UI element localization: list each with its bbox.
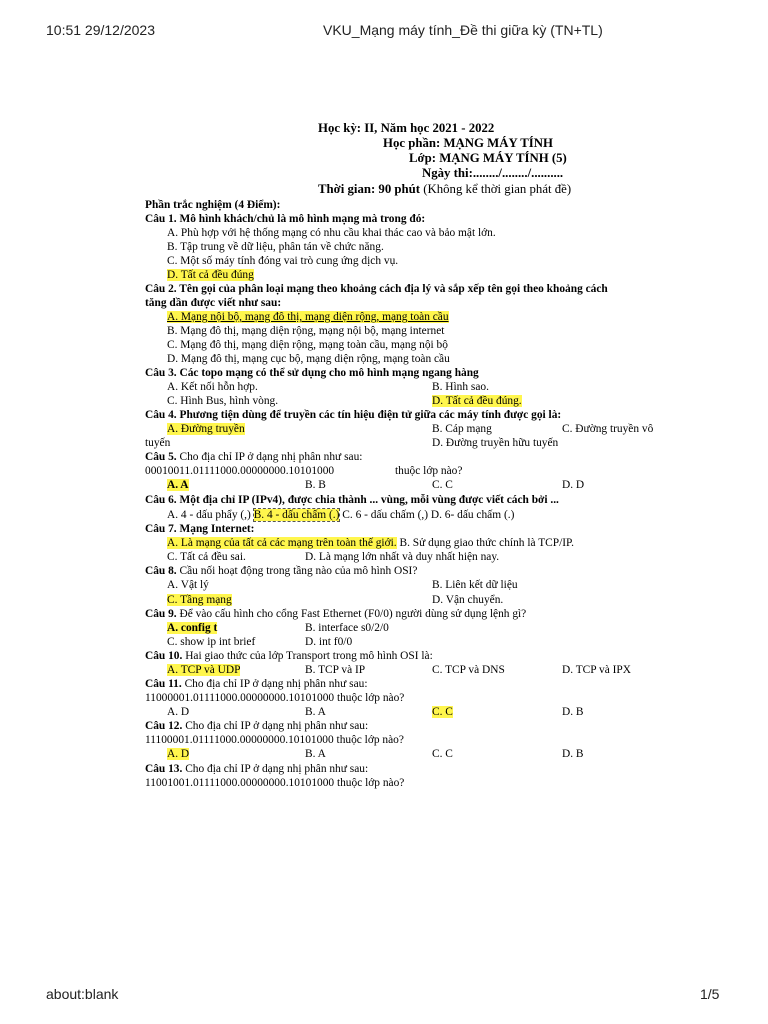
q7-option-c: C. Tất cả đều sai. bbox=[167, 551, 246, 563]
q6-option-d: D. 6- dấu chấm (.) bbox=[430, 509, 515, 521]
question-2-line-1: Câu 2. Tên gọi của phân loại mạng theo khoảng cách địa lý và sắp xếp tên gọi theo khoảng cách bbox=[145, 283, 608, 295]
duration-text: Thời gian: 90 phút bbox=[318, 182, 421, 196]
course-line: Học phần: MẠNG MÁY TÍNH bbox=[383, 136, 553, 150]
question-13-text: Cho địa chỉ IP ở dạng nhị phân như sau: bbox=[182, 763, 369, 775]
q1-option-c: C. Một số máy tính đóng vai trò cung ứng dịch vụ. bbox=[167, 255, 399, 267]
question-13-label: Câu 13. bbox=[145, 763, 183, 775]
q2-option-c: C. Mạng đô thị, mạng diện rộng, mạng toàn cầu, mạng nội bộ bbox=[167, 339, 448, 351]
class-line: Lớp: MẠNG MÁY TÍNH (5) bbox=[409, 151, 567, 165]
q9-option-a bbox=[167, 621, 217, 635]
q7-answer-highlight: A. Là mạng của tất cả các mạng trên toàn thế giới. bbox=[167, 537, 397, 549]
question-8-text: Cầu nối hoạt động trong tầng nào của mô hình OSI? bbox=[176, 565, 418, 577]
q13-ip: 11001001.01111000.00000000.10101000 thuộc lớp nào? bbox=[145, 777, 405, 789]
q3-option-c: C. Hình Bus, hình vòng. bbox=[167, 395, 279, 407]
q5-option-d: D. D bbox=[562, 479, 585, 491]
question-11-label: Câu 11. bbox=[145, 678, 182, 690]
q10-option-b: B. TCP và IP bbox=[305, 664, 366, 676]
duration-note: (Không kể thời gian phát đề) bbox=[423, 182, 572, 196]
question-9-label: Câu 9. bbox=[145, 608, 177, 620]
q12-answer-highlight: A. D bbox=[167, 748, 190, 760]
print-page-number: 1/5 bbox=[700, 986, 720, 1002]
q5-text: Cho địa chỉ IP ở dạng nhị phân như sau: bbox=[176, 451, 363, 463]
q1-option-a: A. Phù hợp với hệ thống mạng có nhu cầu khai thác cao và bảo mật lớn. bbox=[167, 227, 496, 239]
question-12-label: Câu 12. bbox=[145, 720, 183, 732]
question-11-text: Cho địa chỉ IP ở dạng nhị phân như sau: bbox=[181, 678, 368, 690]
q9-answer-highlight: A. config t bbox=[167, 622, 218, 634]
q9-option-b: B. interface s0/2/0 bbox=[305, 622, 389, 634]
q7-option-d: D. Là mạng lớn nhất và duy nhất hiện nay. bbox=[305, 551, 500, 563]
q8-option-b: B. Liên kết dữ liệu bbox=[432, 579, 518, 591]
q11-option-d: D. B bbox=[562, 706, 584, 718]
q6-options bbox=[167, 508, 514, 522]
q2-option-b: B. Mạng đô thị, mạng diện rộng, mạng nội bộ, mạng internet bbox=[167, 325, 445, 337]
question-11 bbox=[145, 677, 368, 691]
q12-option-b: B. A bbox=[305, 748, 326, 760]
q8-option-c bbox=[167, 593, 232, 607]
q4-option-b: B. Cáp mạng bbox=[432, 423, 492, 435]
question-12-text: Cho địa chỉ IP ở dạng nhị phân như sau: bbox=[182, 720, 369, 732]
question-9-text: Để vào cấu hình cho cổng Fast Ethernet (F0/0) người dùng sử dụng lệnh gì? bbox=[176, 608, 527, 620]
question-6: Câu 6. Một địa chỉ IP (IPv4), được chia thành ... vùng, mỗi vùng được viết cách bởi ... bbox=[145, 494, 559, 506]
question-5 bbox=[145, 450, 362, 464]
q9-option-d: D. int f0/0 bbox=[305, 636, 353, 648]
q11-option-a: A. D bbox=[167, 706, 190, 718]
q3-option-a: A. Kết nối hỗn hợp. bbox=[167, 381, 258, 393]
q5-ip: 00010011.01111000.00000000.10101000 bbox=[145, 465, 335, 477]
q5-option-c: C. C bbox=[432, 479, 453, 491]
q4-option-c-wrap: tuyến bbox=[145, 437, 171, 449]
q4-option-d: D. Đường truyền hữu tuyến bbox=[432, 437, 559, 449]
q8-option-d: D. Vận chuyển. bbox=[432, 594, 504, 606]
question-12 bbox=[145, 719, 368, 733]
q7-option-b: B. Sử dụng giao thức chính là TCP/IP. bbox=[399, 537, 574, 549]
q11-option-c bbox=[432, 705, 453, 719]
q4-option-a bbox=[167, 422, 245, 436]
print-title: VKU_Mạng máy tính_Đề thi giữa kỳ (TN+TL) bbox=[323, 22, 603, 38]
q1-option-d bbox=[167, 268, 254, 282]
semester-line: Học kỳ: II, Năm học 2021 - 2022 bbox=[318, 121, 495, 135]
print-datetime: 10:51 29/12/2023 bbox=[46, 22, 155, 38]
q12-option-a bbox=[167, 747, 189, 761]
q3-option-b: B. Hình sao. bbox=[432, 381, 489, 393]
q5-option-a bbox=[167, 478, 189, 492]
q10-option-a bbox=[167, 663, 240, 677]
q10-option-c: C. TCP và DNS bbox=[432, 664, 505, 676]
q3-option-d bbox=[432, 394, 522, 408]
q5-option-b: B. B bbox=[305, 479, 326, 491]
q11-answer-highlight: C. C bbox=[432, 706, 453, 718]
question-10-text: Hai giao thức của lớp Transport trong mô hình OSI là: bbox=[182, 650, 433, 662]
q6-answer-highlight: B. 4 - dấu chấm (.) bbox=[253, 509, 340, 521]
question-3: Câu 3. Các topo mạng có thể sử dụng cho mô hình mạng ngang hàng bbox=[145, 367, 479, 379]
q3-answer-highlight: D. Tất cả đều đúng. bbox=[432, 395, 522, 407]
question-13 bbox=[145, 762, 368, 776]
q5-answer-highlight: A. A bbox=[167, 479, 189, 491]
q10-answer-highlight: A. TCP và UDP bbox=[167, 664, 241, 676]
q1-option-b: B. Tập trung về dữ liệu, phân tán về chức năng. bbox=[167, 241, 384, 253]
q12-ip: 11100001.01111000.00000000.10101000 thuộc lớp nào? bbox=[145, 734, 404, 746]
q8-option-a: A. Vật lý bbox=[167, 579, 209, 591]
q5-tail: thuộc lớp nào? bbox=[395, 465, 463, 477]
q6-option-c: C. 6 - dấu chấm (,) bbox=[342, 509, 429, 521]
q4-option-c: C. Đường truyền vô bbox=[562, 423, 654, 435]
duration-line bbox=[318, 182, 571, 196]
q2-answer-highlight: A. Mạng nội bộ, mạng đô thị, mạng diện rộng, mạng toàn cầu bbox=[167, 311, 449, 323]
q8-answer-highlight: C. Tầng mạng bbox=[167, 594, 232, 606]
question-8 bbox=[145, 564, 417, 578]
question-9 bbox=[145, 607, 526, 621]
exam-date-line: Ngày thi:......../......../.......... bbox=[422, 166, 564, 180]
question-7: Câu 7. Mạng Internet: bbox=[145, 523, 255, 535]
q7-option-a-b bbox=[167, 536, 574, 550]
q12-option-c: C. C bbox=[432, 748, 453, 760]
q6-option-a: A. 4 - dấu phẩy (,) bbox=[167, 509, 251, 521]
q2-option-a bbox=[167, 310, 449, 324]
q4-answer-highlight: A. Đường truyền bbox=[167, 423, 245, 435]
q10-option-d: D. TCP và IPX bbox=[562, 664, 631, 676]
section-title: Phần trắc nghiệm (4 Điểm): bbox=[145, 199, 281, 211]
q11-ip: 11000001.01111000.00000000.10101000 thuộc lớp nào? bbox=[145, 692, 405, 704]
print-url: about:blank bbox=[46, 986, 119, 1002]
question-4: Câu 4. Phương tiện dùng để truyền các tín hiệu điện tử giữa các máy tính được gọi là: bbox=[145, 409, 562, 421]
question-1: Câu 1. Mô hình khách/chủ là mô hình mạng mà trong đó: bbox=[145, 213, 426, 225]
q2-option-d: D. Mạng đô thị, mạng cục bộ, mạng diện rộng, mạng toàn cầu bbox=[167, 353, 450, 365]
q11-option-b: B. A bbox=[305, 706, 326, 718]
q9-option-c: C. show ip int brief bbox=[167, 636, 256, 648]
question-2-line-2: tăng dần được viết như sau: bbox=[145, 297, 282, 309]
q5-label: Câu 5. bbox=[145, 451, 177, 463]
q1-answer-highlight: D. Tất cả đều đúng bbox=[167, 269, 254, 281]
question-8-label: Câu 8. bbox=[145, 565, 177, 577]
question-10 bbox=[145, 649, 433, 663]
q12-option-d: D. B bbox=[562, 748, 584, 760]
question-10-label: Câu 10. bbox=[145, 650, 183, 662]
